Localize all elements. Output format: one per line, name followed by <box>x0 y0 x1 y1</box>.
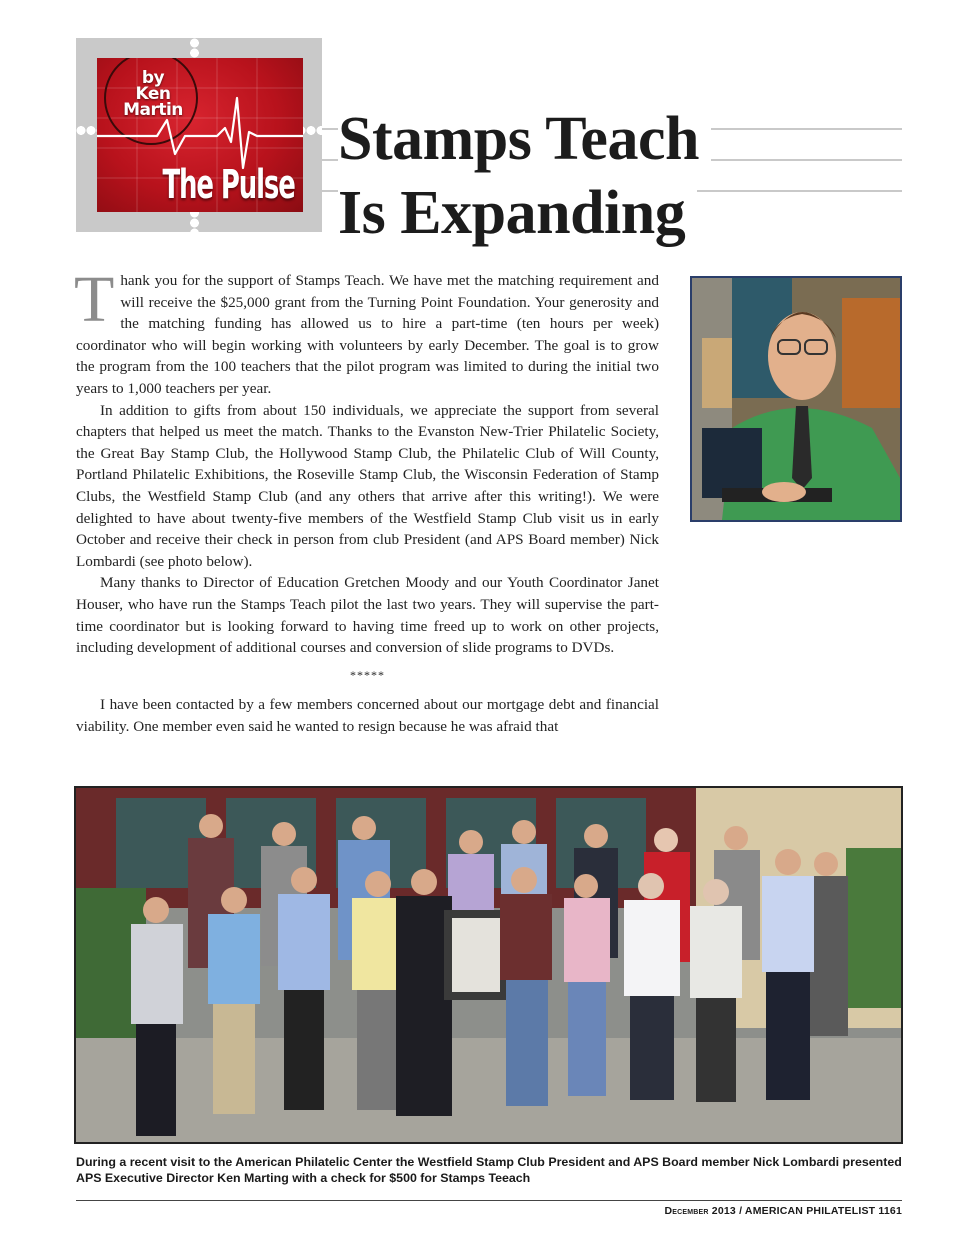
article-headline <box>338 102 711 250</box>
article-body <box>74 263 659 737</box>
section-divider: ***** <box>350 667 385 682</box>
footer-rule <box>76 1200 902 1201</box>
footer-month: December <box>664 1205 709 1217</box>
footer-publication: 2013 / AMERICAN PHILATELIST 1161 <box>708 1205 902 1217</box>
author-portrait-photo <box>690 276 902 522</box>
byline-by: by <box>141 68 165 88</box>
column-name: The Pulse <box>162 162 295 208</box>
drop-cap: T <box>74 263 115 336</box>
photo-caption: During a recent visit to the American Philatelic Center the Westfield Stamp Club President and APS Board member Nick Lombardi presented APS Executive Director Ken Marting with a check for $500 for Stamps Teeach <box>76 1155 902 1185</box>
group-photo <box>74 786 903 1144</box>
headline-line-1: Stamps Teach <box>338 102 711 176</box>
paragraph-text: hank you for the support of Stamps Teach. We have met the matching requirement and will receive the $25,000 grant from the Turning Point Foundation. Your generosity and the matching funding has allowed us to hire a part-time (ten hours per week) coordinator who will begin working with volunteers by early December. The goal is to grow the program from the 100 teachers that the pilot program was limited to during the initial two years to 1,000 teachers per year. <box>76 272 659 397</box>
byline-first-name: Ken <box>135 84 171 104</box>
paragraph: In addition to gifts from about 150 individuals, we appreciate the support from several chapters that helped us meet the match. Thanks to the Evanston New-Trier Philatelic Society, the Great Bay Stamp Club, the Hollywood Stamp Club, the Philatelic Club of Will County, Portland Philatelic Exhibitions, the Roseville Stamp Club, the Wisconsin Federation of Stamp Clubs, the Westfield Stamp Club (and any others that arrive after this writing!). We were delighted to have about twenty-five members of the Westfield Stamp Club visit us in early October and receive their check in person from club President (and APS Board member) Nick Lombardi (see photo below). <box>76 401 659 570</box>
paragraph: I have been contacted by a few members concerned about our mortgage debt and financial viability. One member even said he wanted to resign because he was afraid that <box>76 696 659 735</box>
paragraph: Many thanks to Director of Education Gretchen Moody and our Youth Coordinator Janet Houser, who have run the Stamps Teach pilot the last two years. They will supervise the part-time coordinator but is looking forward to having time freed up to work on other projects, including development of additional courses and conversion of slide programs to DVDs. <box>76 574 659 657</box>
byline <box>117 70 189 118</box>
column-logo <box>97 58 303 212</box>
headline-line-2: Is Expanding <box>338 176 697 250</box>
byline-last-name: Martin <box>123 100 183 120</box>
page-footer <box>664 1205 902 1217</box>
paragraph <box>74 263 659 400</box>
